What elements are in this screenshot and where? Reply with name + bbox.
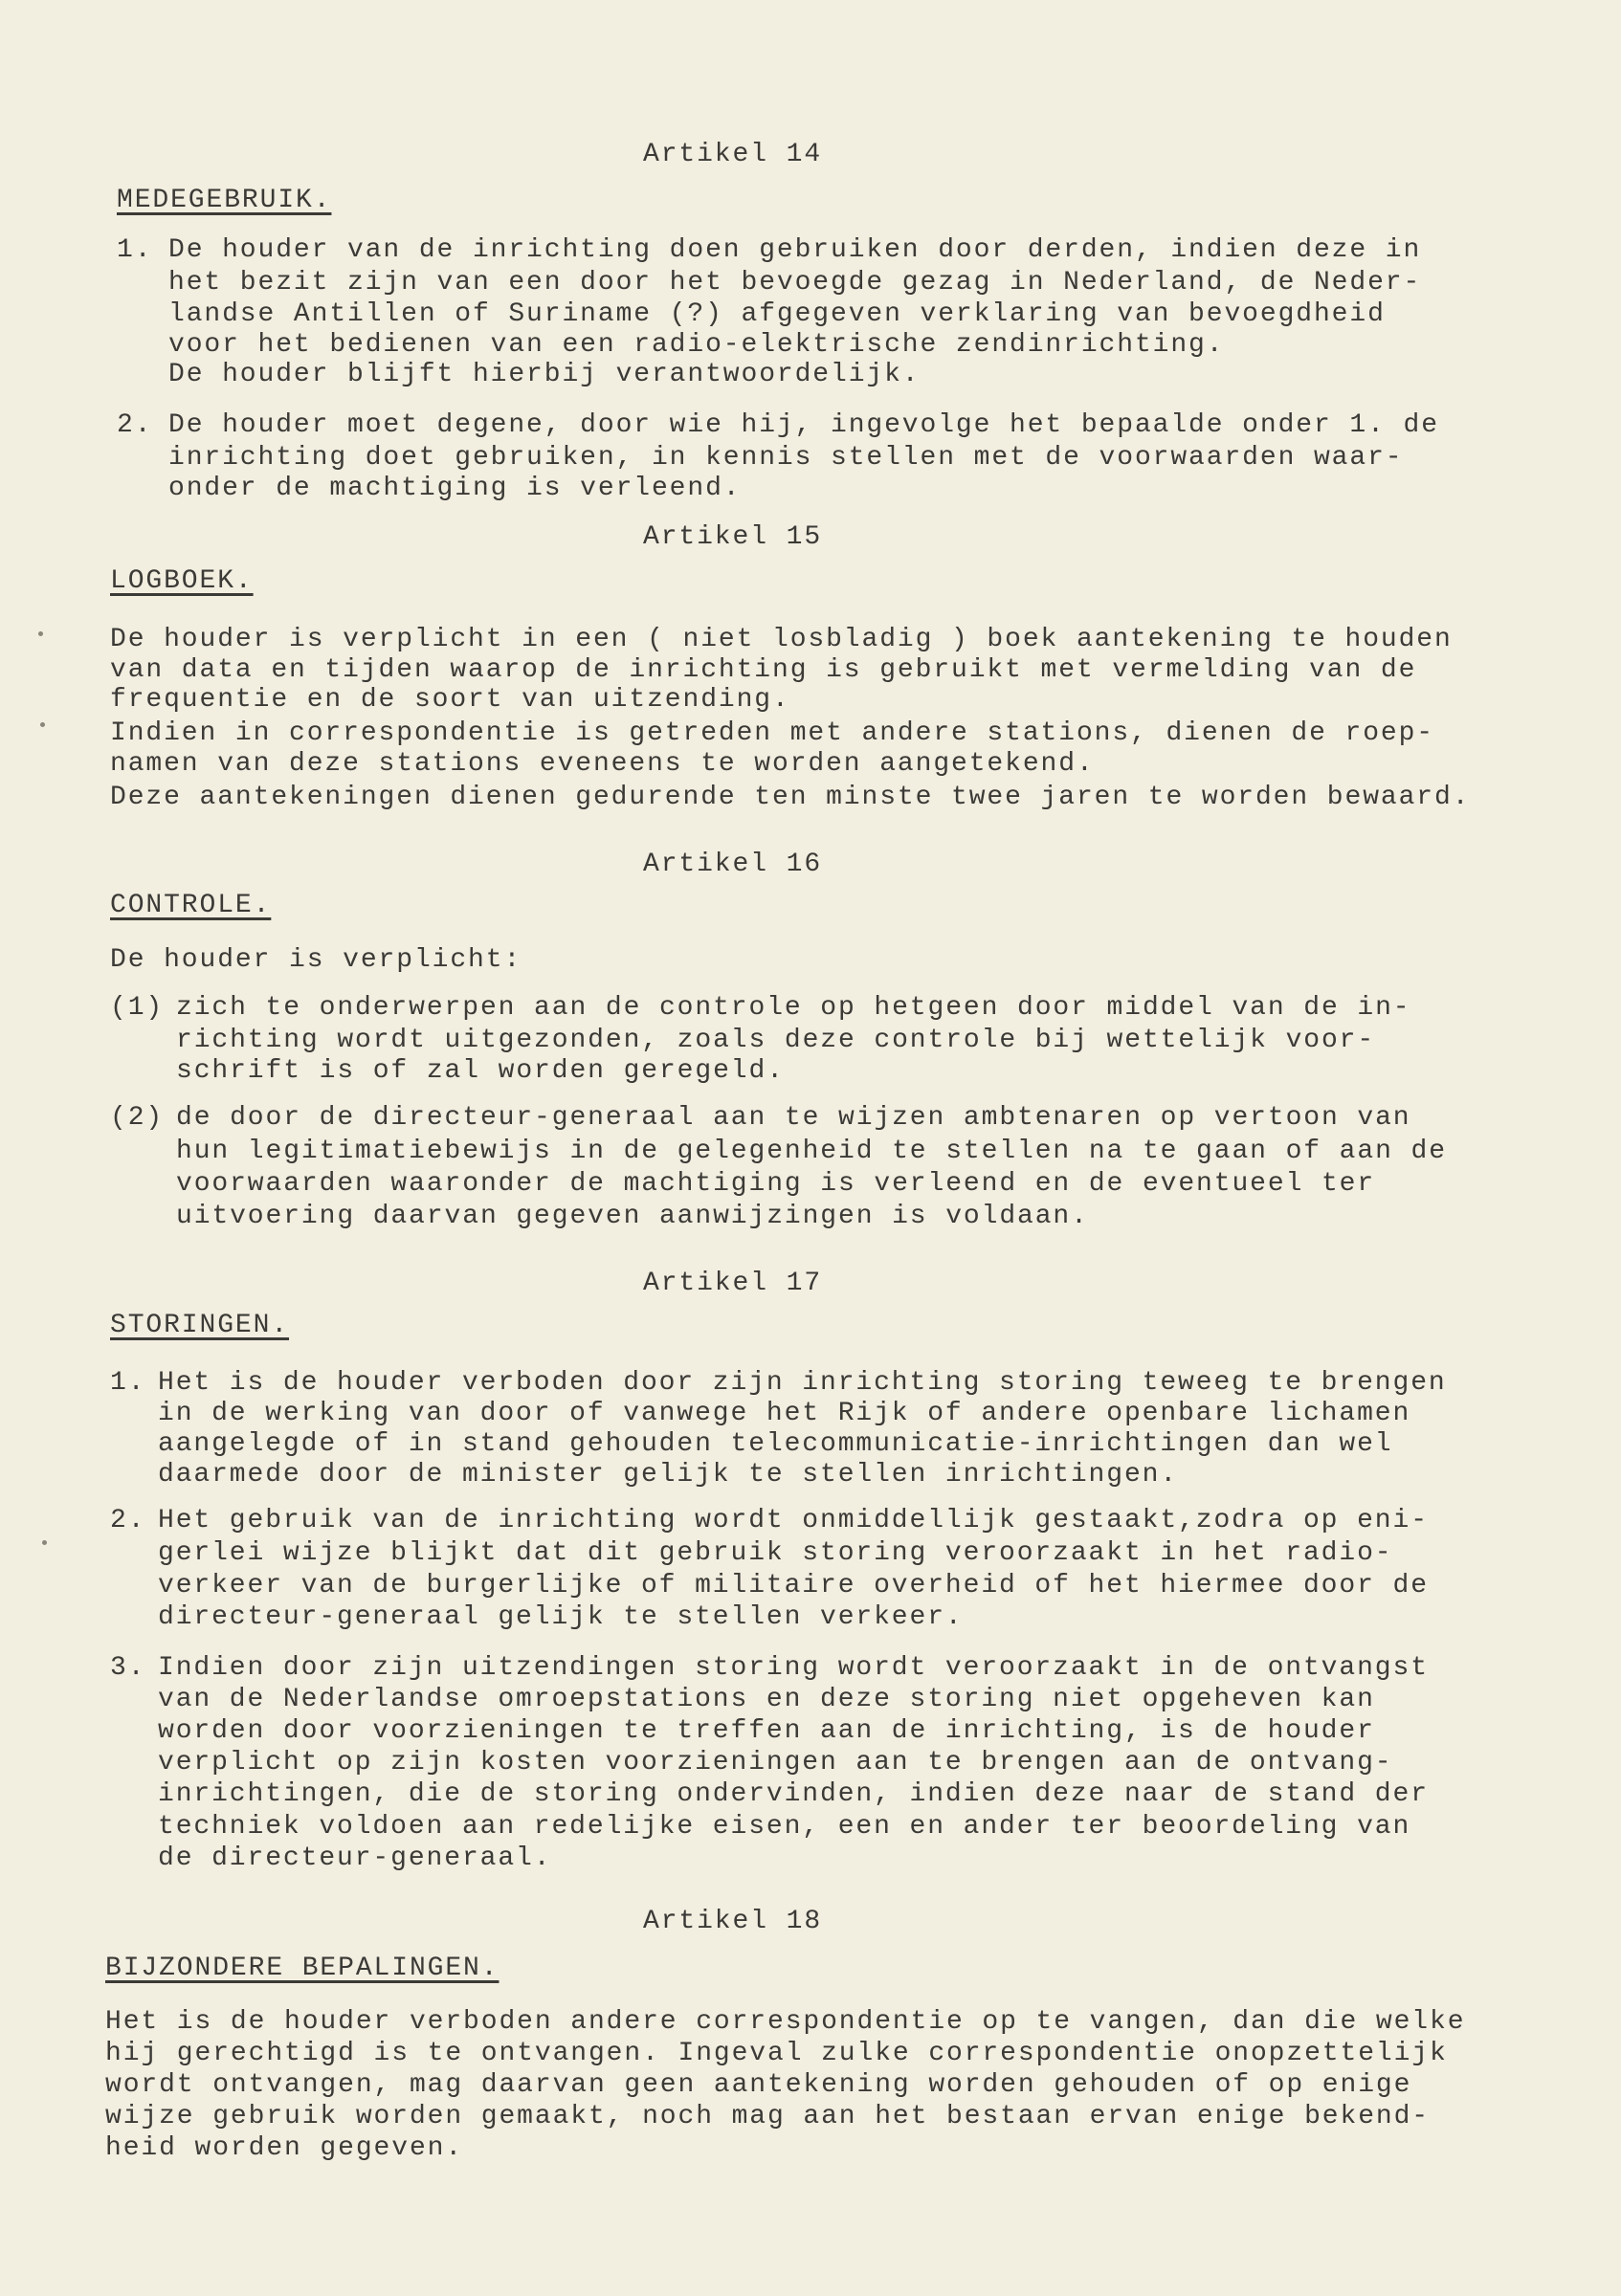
text-line: voorwaarden waaronder de machtiging is verleend en de eventueel ter	[176, 1169, 1376, 1199]
item-number: 2.	[110, 1506, 146, 1535]
paper-speck	[38, 631, 43, 636]
text-line: landse Antillen of Suriname (?) afgegeven verklaring van bevoegdheid	[168, 299, 1386, 329]
text-line: in de werking van door of vanwege het Rijk of andere openbare lichamen	[158, 1399, 1411, 1428]
text-line: De houder moet degene, door wie hij, ingevolge het bepaalde onder 1. de	[168, 410, 1439, 440]
text-line: van data en tijden waarop de inrichting is gebruikt met vermelding van de	[110, 655, 1417, 685]
text-line: De houder is verplicht in een ( niet losbladig ) boek aantekening te houden	[110, 625, 1453, 654]
text-line: onder de machtiging is verleend.	[168, 474, 742, 503]
text-line: Het gebruik van de inrichting wordt onmiddellijk gestaakt,zodra op eni-	[158, 1506, 1429, 1535]
text-line: het bezit zijn van een door het bevoegde gezag in Nederland, de Neder-	[168, 268, 1422, 298]
text-line: zich te onderwerpen aan de controle op hetgeen door middel van de in-	[176, 993, 1411, 1023]
article-title: Artikel 16	[643, 850, 823, 879]
text-line: hij gerechtigd is te ontvangen. Ingeval zulke correspondentie onopzettelijk	[105, 2039, 1448, 2068]
article-title: Artikel 15	[643, 522, 823, 552]
item-number: (2)	[110, 1103, 165, 1133]
section-heading: STORINGEN.	[110, 1311, 290, 1340]
text-line: heid worden gegeven.	[105, 2133, 464, 2163]
text-line: de door de directeur-generaal aan te wijzen ambtenaren op vertoon van	[176, 1103, 1411, 1133]
text-line: schrift is of zal worden geregeld.	[176, 1056, 785, 1086]
item-number: 3.	[110, 1653, 146, 1683]
article-title: Artikel 17	[643, 1269, 823, 1298]
item-number: 1.	[117, 235, 153, 265]
section-heading: LOGBOEK.	[110, 566, 254, 596]
text-line: hun legitimatiebewijs in de gelegenheid te stellen na te gaan of aan de	[176, 1137, 1447, 1166]
text-line: directeur-generaal gelijk te stellen verkeer.	[158, 1602, 964, 1632]
text-line: Het is de houder verboden andere correspondentie op te vangen, dan die welke	[105, 2007, 1466, 2037]
text-line: worden door voorzieningen te treffen aan de inrichting, is de houder	[158, 1716, 1375, 1746]
section-heading: CONTROLE.	[110, 891, 272, 920]
text-line: techniek voldoen aan redelijke eisen, een en ander ter beoordeling van	[158, 1812, 1411, 1842]
text-line: daarmede door de minister gelijk te stellen inrichtingen.	[158, 1460, 1179, 1490]
intro-line: De houder is verplicht:	[110, 945, 522, 975]
text-line: voor het bedienen van een radio-elektrische zendinrichting.	[168, 330, 1225, 360]
text-line: Het is de houder verboden door zijn inrichting storing teweeg te brengen	[158, 1368, 1447, 1398]
text-line: uitvoering daarvan gegeven aanwijzingen is voldaan.	[176, 1202, 1089, 1231]
text-line: Indien door zijn uitzendingen storing wordt veroorzaakt in de ontvangst	[158, 1653, 1429, 1683]
text-line: Indien in correspondentie is getreden met andere stations, dienen de roep-	[110, 718, 1435, 748]
text-line: inrichting doet gebruiken, in kennis stellen met de voorwaarden waar-	[168, 443, 1404, 473]
paper-speck	[40, 722, 45, 727]
text-line: de directeur-generaal.	[158, 1843, 552, 1873]
text-line: Deze aantekeningen dienen gedurende ten minste twee jaren te worden bewaard.	[110, 783, 1471, 812]
text-line: gerlei wijze blijkt dat dit gebruik storing veroorzaakt in het radio-	[158, 1538, 1393, 1568]
text-line: De houder van de inrichting doen gebruiken door derden, indien deze in	[168, 235, 1422, 265]
item-number: (1)	[110, 993, 165, 1023]
section-heading: MEDEGEBRUIK.	[117, 186, 332, 215]
text-line: wordt ontvangen, mag daarvan geen aantekening worden gehouden of op enige	[105, 2070, 1412, 2100]
section-heading: BIJZONDERE BEPALINGEN.	[105, 1954, 500, 1983]
item-number: 1.	[110, 1368, 146, 1398]
text-line: frequentie en de soort van uitzending.	[110, 685, 790, 715]
article-title: Artikel 18	[643, 1907, 823, 1936]
text-line: wijze gebruik worden gemaakt, noch mag aan het bestaan ervan enige bekend-	[105, 2102, 1431, 2131]
text-line: aangelegde of in stand gehouden telecommunicatie-inrichtingen dan wel	[158, 1429, 1393, 1459]
text-line: verplicht op zijn kosten voorzieningen aan te brengen aan de ontvang-	[158, 1748, 1393, 1777]
text-line: inrichtingen, die de storing ondervinden, indien deze naar de stand der	[158, 1779, 1429, 1809]
text-line: van de Nederlandse omroepstations en deze storing niet opgeheven kan	[158, 1685, 1375, 1714]
text-line: verkeer van de burgerlijke of militaire overheid of het hiermee door de	[158, 1571, 1429, 1601]
paper-speck	[42, 1540, 47, 1545]
item-number: 2.	[117, 410, 153, 440]
text-line: De houder blijft hierbij verantwoordelijk.	[168, 360, 921, 389]
text-line: richting wordt uitgezonden, zoals deze controle bij wettelijk voor-	[176, 1026, 1376, 1055]
article-title: Artikel 14	[643, 140, 823, 169]
text-line: namen van deze stations eveneens te worden aangetekend.	[110, 749, 1095, 779]
